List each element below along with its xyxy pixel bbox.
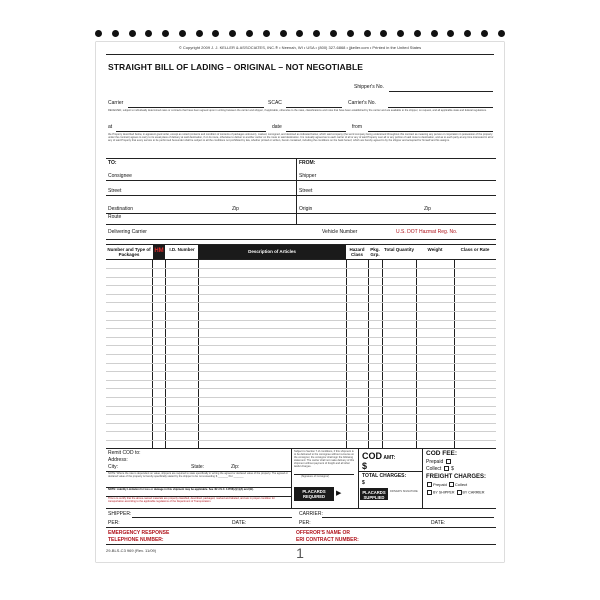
hole [414,30,421,37]
col-weight: Weight [427,247,443,252]
to-street-label: Street [108,188,122,194]
hole [229,30,236,37]
shipper-sign-line[interactable] [132,517,292,518]
destination-line[interactable] [106,213,296,214]
form-title: STRAIGHT BILL OF LADING – ORIGINAL – NOT NEGOTIABLE [108,62,364,72]
hole [112,30,119,37]
total-charges-dollar: $ [362,480,365,486]
hole [364,30,371,37]
shipper-line[interactable] [296,180,496,181]
total-charges-label: TOTAL CHARGES: [362,473,407,479]
by-carrier-checkbox[interactable] [457,490,462,495]
amt-label: AMT: [383,455,396,461]
prepaid-checkbox[interactable] [446,459,451,464]
hole [196,30,203,37]
hole [397,30,404,37]
cod-fee-label: COD FEE: [426,450,458,457]
eri-contract-label: ERI CONTRACT NUMBER: [296,537,359,543]
freight-charges-options[interactable] [426,482,467,487]
shippers-no-label: Shipper's No. [354,84,384,90]
collect-dollar: $ [451,466,454,472]
arrow-icon: ▶ [336,490,342,497]
scac-label: SCAC [268,100,282,106]
carrier-label: Carrier [108,100,124,106]
fc-collect-label: Collect [454,482,468,487]
offerors-name-label: OFFEROR'S NAME OR [296,530,350,536]
hole [162,30,169,37]
cod-fee-collect[interactable] [426,466,454,472]
from-heading: FROM: [299,160,316,166]
declared-value-note: NOTE: Where the rate is dependent on value, shippers are required to state specifically in writing the agreed or declared value of the property. The agreed or declared value of the property is hereby specifically stated by the shipper to be not exceeding $ _______ Per _______ [108,472,288,478]
signature-caption: (Signature of Consignor) [301,475,330,478]
consignee-label: Consignee [108,173,132,179]
page-number: 1 [296,545,304,561]
col-description: Description of Articles [248,249,296,254]
carrier-sign-label: CARRIER: [299,511,323,517]
hole [145,30,152,37]
col-total-qty: Total Quantity [384,247,414,252]
divider [106,224,496,225]
col-id: I.D. Number [169,247,195,252]
carriers-no-line[interactable] [388,107,493,108]
divider [106,448,496,449]
route-label: Route [108,214,122,220]
shipment-table-header [106,244,496,260]
at-label: at [108,124,113,130]
placards-supplied-badge: PLACARDS SUPPLIED [360,488,388,500]
fc-prepaid-label: Prepaid [433,482,447,487]
emergency-response-label: EMERGENCY RESPONSE [108,530,170,536]
received-terms: RECEIVED, subject to individually determined rates or contracts that have been agreed upon in writing between the carrier and shipper, if applicable, otherwise to the rates, classifications and rules that have been established by the carrier and are available to the shipper, on request, and all applicable state and federal regulations. [108,109,487,112]
at-line[interactable] [116,131,266,132]
hole [179,30,186,37]
telephone-number-label: TELEPHONE NUMBER: [108,537,164,543]
form-number: 29-BLS-C3 969 (Rev. 11/09) [106,548,157,553]
col-hazard: Hazard Class [349,247,365,257]
origin-line[interactable] [296,213,496,214]
col-class: Class or Rate [460,247,490,252]
carrier-per-label: PER: [299,520,311,526]
drivers-signature-caption: DRIVER'S SIGNATURE [390,490,418,493]
to-heading: TO: [108,160,117,166]
shipper-per-label: PER: [108,520,120,526]
hole [464,30,471,37]
shipper-date-label: DATE: [232,520,247,526]
col-hm: HM [154,248,164,254]
hazmat-reg-label: U.S. DOT Hazmat Reg. No. [396,229,458,235]
from-line[interactable] [368,131,493,132]
bill-of-lading-form [96,42,504,562]
divider [106,527,496,528]
carrier-date-label: DATE: [431,520,446,526]
freight-charges-label: FREIGHT CHARGES: [426,474,486,480]
remit-cod-label: Remit COD to: [108,450,141,456]
divider [106,239,496,240]
cod-dollar: $ [362,461,368,471]
divider [106,54,494,55]
col-pkg-grp: Pkg. Grp. [370,247,380,257]
hazmat-certification: This is to certify that the above-named materials are properly classified, described, packaged, marked and labeled, and are in proper condition for transportation according to the applicable regulations of the Department of Transportation. [108,497,275,503]
to-zip-label: Zip [232,206,239,212]
hole [313,30,320,37]
address-label: Address: [108,457,128,463]
cod-fee-prepaid[interactable] [426,459,452,465]
consignee-line[interactable] [106,180,296,181]
property-terms: the Property described below, in apparent good order, except as noted (contents and condition of contents of packages unknown), marked, consigned, and destined as indicated below, which said company (the word company being understood throughout this contract as meaning any person or corporation in possession of the property under the contract) agrees to carry to its usual place of delivery at said destination, if on its route, otherwise to deliver to another carrier on the route to said destination. It is mutually agreed as to each carrier of all or any of said Property over all or any portion of said route to destination, and as to each party at any time interested in all or any of said Property that every service to be performed hereunder shall be subject to all the conditions not prohibited by law, whether printed or written, herein contained, including the conditions on the back hereof, which are hereby agreed to by the shipper and accepted for himself and his assigns. [108,133,494,142]
fc-collect-checkbox[interactable] [449,482,454,487]
cod-amount [362,451,395,461]
by-shipper-label: BY SHIPPER [433,490,455,495]
to-street-line[interactable] [106,195,296,196]
carrier-sign-line[interactable] [322,517,494,518]
hole [212,30,219,37]
shipper-sign-label: SHIPPER: [108,511,132,517]
vehicle-number-label: Vehicle Number [322,229,358,235]
divider [106,508,496,509]
divider [358,471,422,472]
prepaid-label: Prepaid [426,459,444,465]
scac-line[interactable] [286,107,342,108]
date-label: date [272,124,282,130]
hole [330,30,337,37]
hole [498,30,505,37]
destination-label: Destination [108,206,134,212]
shipper-label: Shipper [299,173,317,179]
delivering-carrier-label: Delivering Carrier [108,229,147,235]
shippers-no-line[interactable] [389,91,493,92]
from-street-label: Street [299,188,313,194]
state-label: State: [191,464,205,470]
city-label: City: [108,464,118,470]
fc-prepaid-checkbox[interactable] [427,482,432,487]
freight-paid-by[interactable] [426,490,484,495]
date-line[interactable] [286,131,346,132]
hole [95,30,102,37]
divider [422,448,423,508]
collect-label: Collect [426,466,442,472]
hole [280,30,287,37]
from-street-line[interactable] [296,195,496,196]
divider [106,158,496,159]
section-7-note: Subject to Section 7 of conditions, if this shipment is to be delivered to the consignee without recourse on the consignor, the consignor shall sign the following statement: The carrier shall not make delivery of this shipment without payment of freight and all other lawful charges. [294,450,355,468]
by-carrier-label: BY CARRIER [462,490,485,495]
placards-required-badge: PLACARDS REQUIRED [294,487,334,501]
hole [246,30,253,37]
divider [296,158,297,224]
divider [358,448,359,508]
divider [291,448,292,508]
liability-note: NOTE: Liability Limitation for loss or damage in this shipment may be applicable. See 49 U.S.C. 14706(c)(1)(A) and (B). [108,488,254,491]
collect-checkbox[interactable] [444,466,449,471]
copyright-line: © Copyright 2009 J. J. KELLER & ASSOCIATES, INC.® • Neenah, WI • USA • (800) 327-6868 • jjkeller.com • Printed in the United States [178,45,422,50]
hole [431,30,438,37]
from-label: from [352,124,362,130]
cod-label: COD [362,451,382,461]
hole [347,30,354,37]
remit-zip-label: Zip: [231,464,240,470]
hole [481,30,488,37]
carrier-line[interactable] [128,107,264,108]
from-zip-label: Zip [424,206,431,212]
hole [447,30,454,37]
by-shipper-checkbox[interactable] [427,490,432,495]
hole [380,30,387,37]
origin-label: Origin [299,206,313,212]
col-packages: Number and Type of Packages [107,247,151,257]
hole [296,30,303,37]
hole [263,30,270,37]
hole [129,30,136,37]
binder-holes [95,30,505,40]
carriers-no-label: Carrier's No. [348,100,376,106]
